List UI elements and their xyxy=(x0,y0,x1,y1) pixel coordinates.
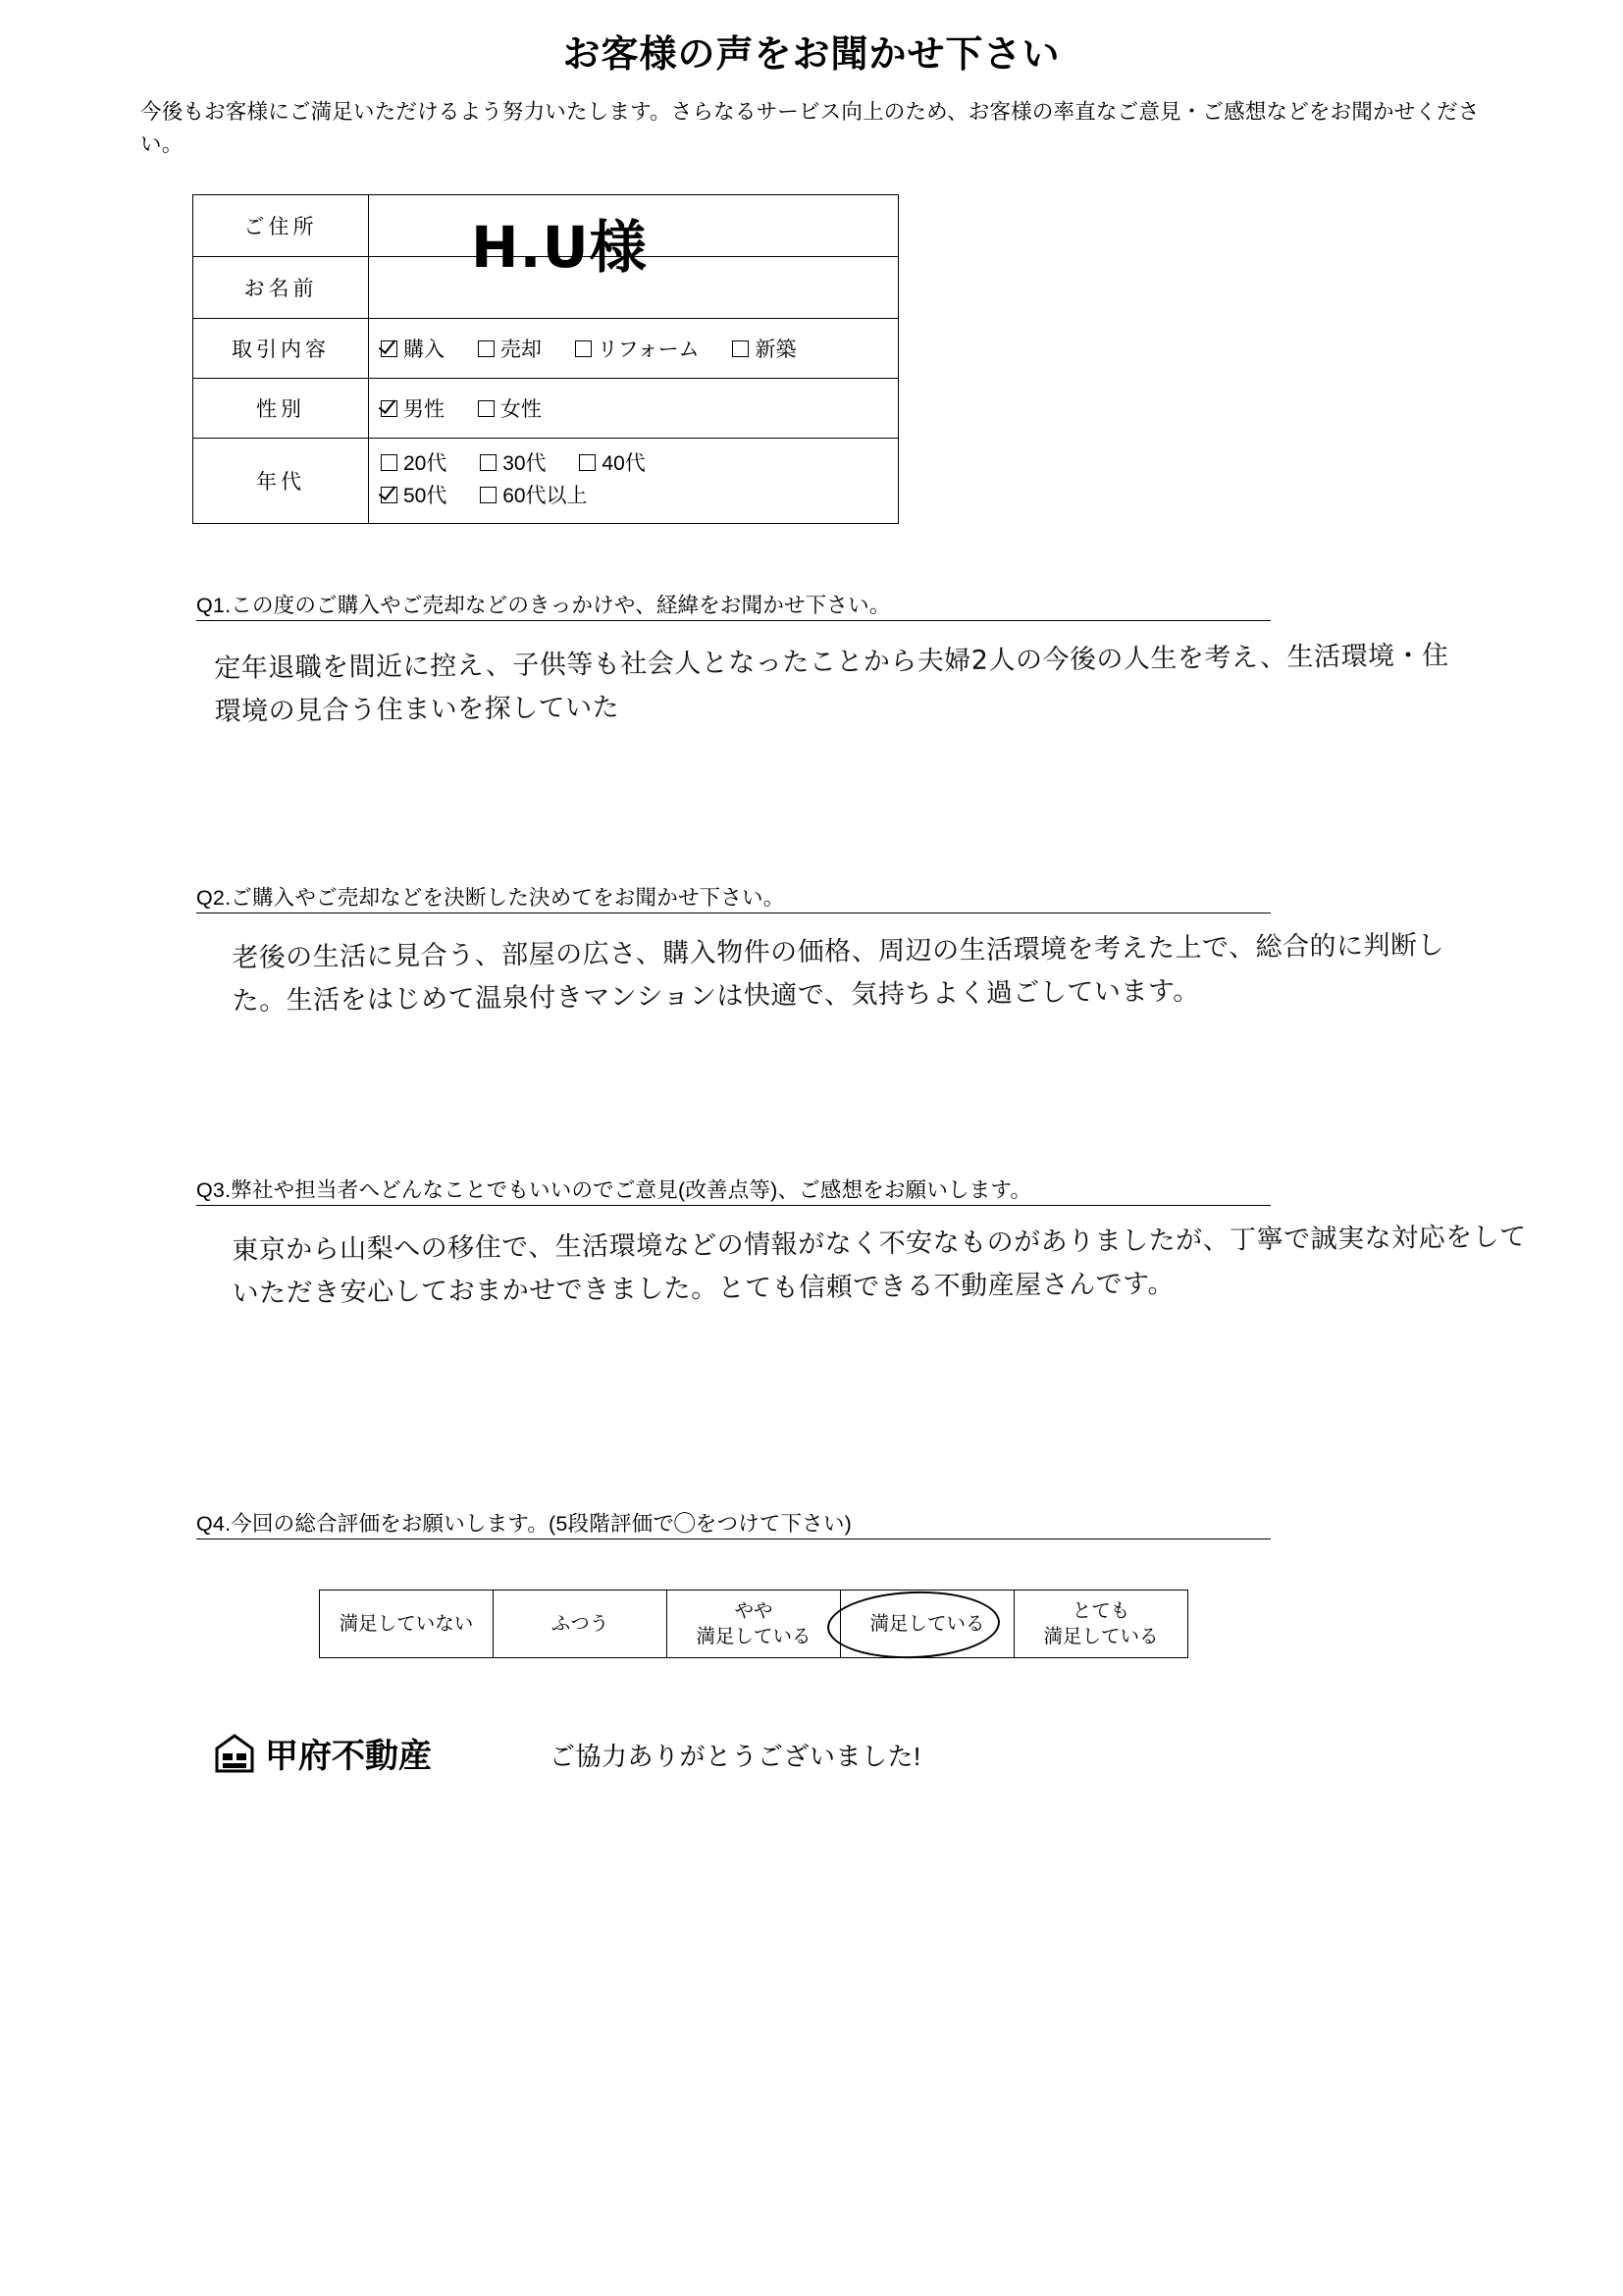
question-4-prompt: Q4.今回の総合評価をお願いします。(5段階評価で◯をつけて下さい) xyxy=(196,1512,853,1536)
rating-scale-table xyxy=(319,1590,1188,1658)
rating-label-line2: 満足している xyxy=(1043,1626,1159,1647)
thanks-message: ご協力ありがとうございました! xyxy=(550,1742,921,1771)
checkbox-option-60s-plus[interactable] xyxy=(480,481,587,513)
checkbox-icon xyxy=(381,400,397,417)
value-age xyxy=(369,439,899,524)
label-age: 年代 xyxy=(193,439,369,524)
checkbox-icon xyxy=(732,340,749,357)
checkbox-icon xyxy=(381,454,397,471)
checkbox-option-sale[interactable] xyxy=(478,334,542,363)
checkbox-label: 新築 xyxy=(755,339,797,361)
age-options-row-2 xyxy=(381,481,886,513)
checkbox-icon xyxy=(381,340,397,357)
checkbox-option-40s[interactable] xyxy=(579,448,645,481)
house-icon xyxy=(214,1733,255,1774)
question-3-prompt: Q3.弊社や担当者へどんなことでもいいのでご意見(改善点等)、ご感想をお願いします。 xyxy=(196,1178,1032,1202)
checkbox-label: 女性 xyxy=(499,398,542,421)
checkbox-label: リフォーム xyxy=(597,339,700,361)
rating-option-not-satisfied[interactable]: 満足していない xyxy=(320,1591,494,1658)
label-name: お名前 xyxy=(193,257,369,319)
checkbox-label: 30代 xyxy=(502,452,547,476)
rating-label-line1: やや xyxy=(734,1599,773,1622)
checkbox-label: 60代以上 xyxy=(502,485,588,507)
question-3-underline xyxy=(196,1205,1271,1206)
checkbox-icon xyxy=(478,340,495,357)
checkbox-icon xyxy=(480,487,497,503)
label-transaction: 取引内容 xyxy=(193,319,369,379)
rating-label-line2: 満足している xyxy=(696,1626,812,1647)
checkbox-label: 20代 xyxy=(403,452,447,476)
checkbox-label: 40代 xyxy=(602,452,646,476)
rating-option-somewhat-satisfied[interactable] xyxy=(667,1591,841,1658)
question-1-answer[interactable]: 定年退職を間近に控え、子供等も社会人となったことから夫婦2人の今後の人生を考え、生活環境・住環境の見合う住まいを探していた xyxy=(214,640,1449,727)
company-logo xyxy=(214,1729,432,1777)
value-transaction xyxy=(369,319,899,379)
checkbox-icon xyxy=(478,400,495,417)
table-row-age xyxy=(193,439,899,524)
question-1-prompt: Q1.この度のご購入やご売却などのきっかけや、経緯をお聞かせ下さい。 xyxy=(196,594,891,617)
checkbox-option-male[interactable] xyxy=(381,393,445,423)
question-2-answer[interactable]: 老後の生活に見合う、部屋の広さ、購入物件の価格、周辺の生活環境を考えた上で、総合的に判断した。生活をはじめて温泉付きマンションは快適で、気持ちよく過ごしています。 xyxy=(232,930,1445,1017)
question-2-prompt: Q2.ご購入やご売却などを決断した決めてをお聞かせ下さい。 xyxy=(196,886,785,910)
checkbox-option-newbuild[interactable] xyxy=(732,334,796,363)
question-1-underline xyxy=(196,620,1271,621)
checkbox-option-reform[interactable] xyxy=(575,334,700,363)
rating-option-satisfied[interactable]: 満足している xyxy=(841,1591,1015,1658)
checkbox-icon xyxy=(381,487,397,503)
intro-paragraph: 今後もお客様にご満足いただけるよう努力いたします。さらなるサービス向上のため、お客様の率直なご意見・ご感想などをお聞かせください。 xyxy=(140,100,1480,157)
label-gender: 性別 xyxy=(193,379,369,439)
table-row-transaction xyxy=(193,319,899,379)
checkbox-icon xyxy=(480,454,497,471)
checkbox-option-30s[interactable] xyxy=(480,448,546,481)
value-gender xyxy=(369,379,899,439)
table-row-gender xyxy=(193,379,899,439)
rating-label-line1: とても xyxy=(1072,1599,1130,1622)
question-3-answer[interactable]: 東京から山梨への移住で、生活環境などの情報がなく不安なものがありましたが、丁寧で誠実な対応をしていただき安心しておまかせできました。とても信頼できる不動産屋さんです。 xyxy=(232,1222,1527,1309)
company-name: 甲府不動産 xyxy=(265,1737,432,1776)
checkbox-label: 男性 xyxy=(403,398,445,421)
checkbox-option-50s[interactable] xyxy=(381,481,446,513)
table-row xyxy=(320,1591,1188,1658)
customer-name: H.U様 xyxy=(471,214,648,281)
checkbox-label: 売却 xyxy=(499,339,542,361)
checkbox-icon xyxy=(575,340,592,357)
checkbox-label: 購入 xyxy=(403,339,445,361)
checkbox-option-female[interactable] xyxy=(478,393,542,423)
checkbox-icon xyxy=(579,454,596,471)
checkbox-option-purchase[interactable] xyxy=(381,334,445,363)
rating-option-normal[interactable]: ふつう xyxy=(494,1591,667,1658)
label-address: ご住所 xyxy=(193,195,369,257)
rating-option-very-satisfied[interactable] xyxy=(1015,1591,1188,1658)
checkbox-option-20s[interactable] xyxy=(381,448,446,481)
age-options-row-1 xyxy=(381,448,886,481)
page-title: お客様の声をお聞かせ下さい xyxy=(562,34,1061,76)
checkbox-label: 50代 xyxy=(403,485,447,507)
